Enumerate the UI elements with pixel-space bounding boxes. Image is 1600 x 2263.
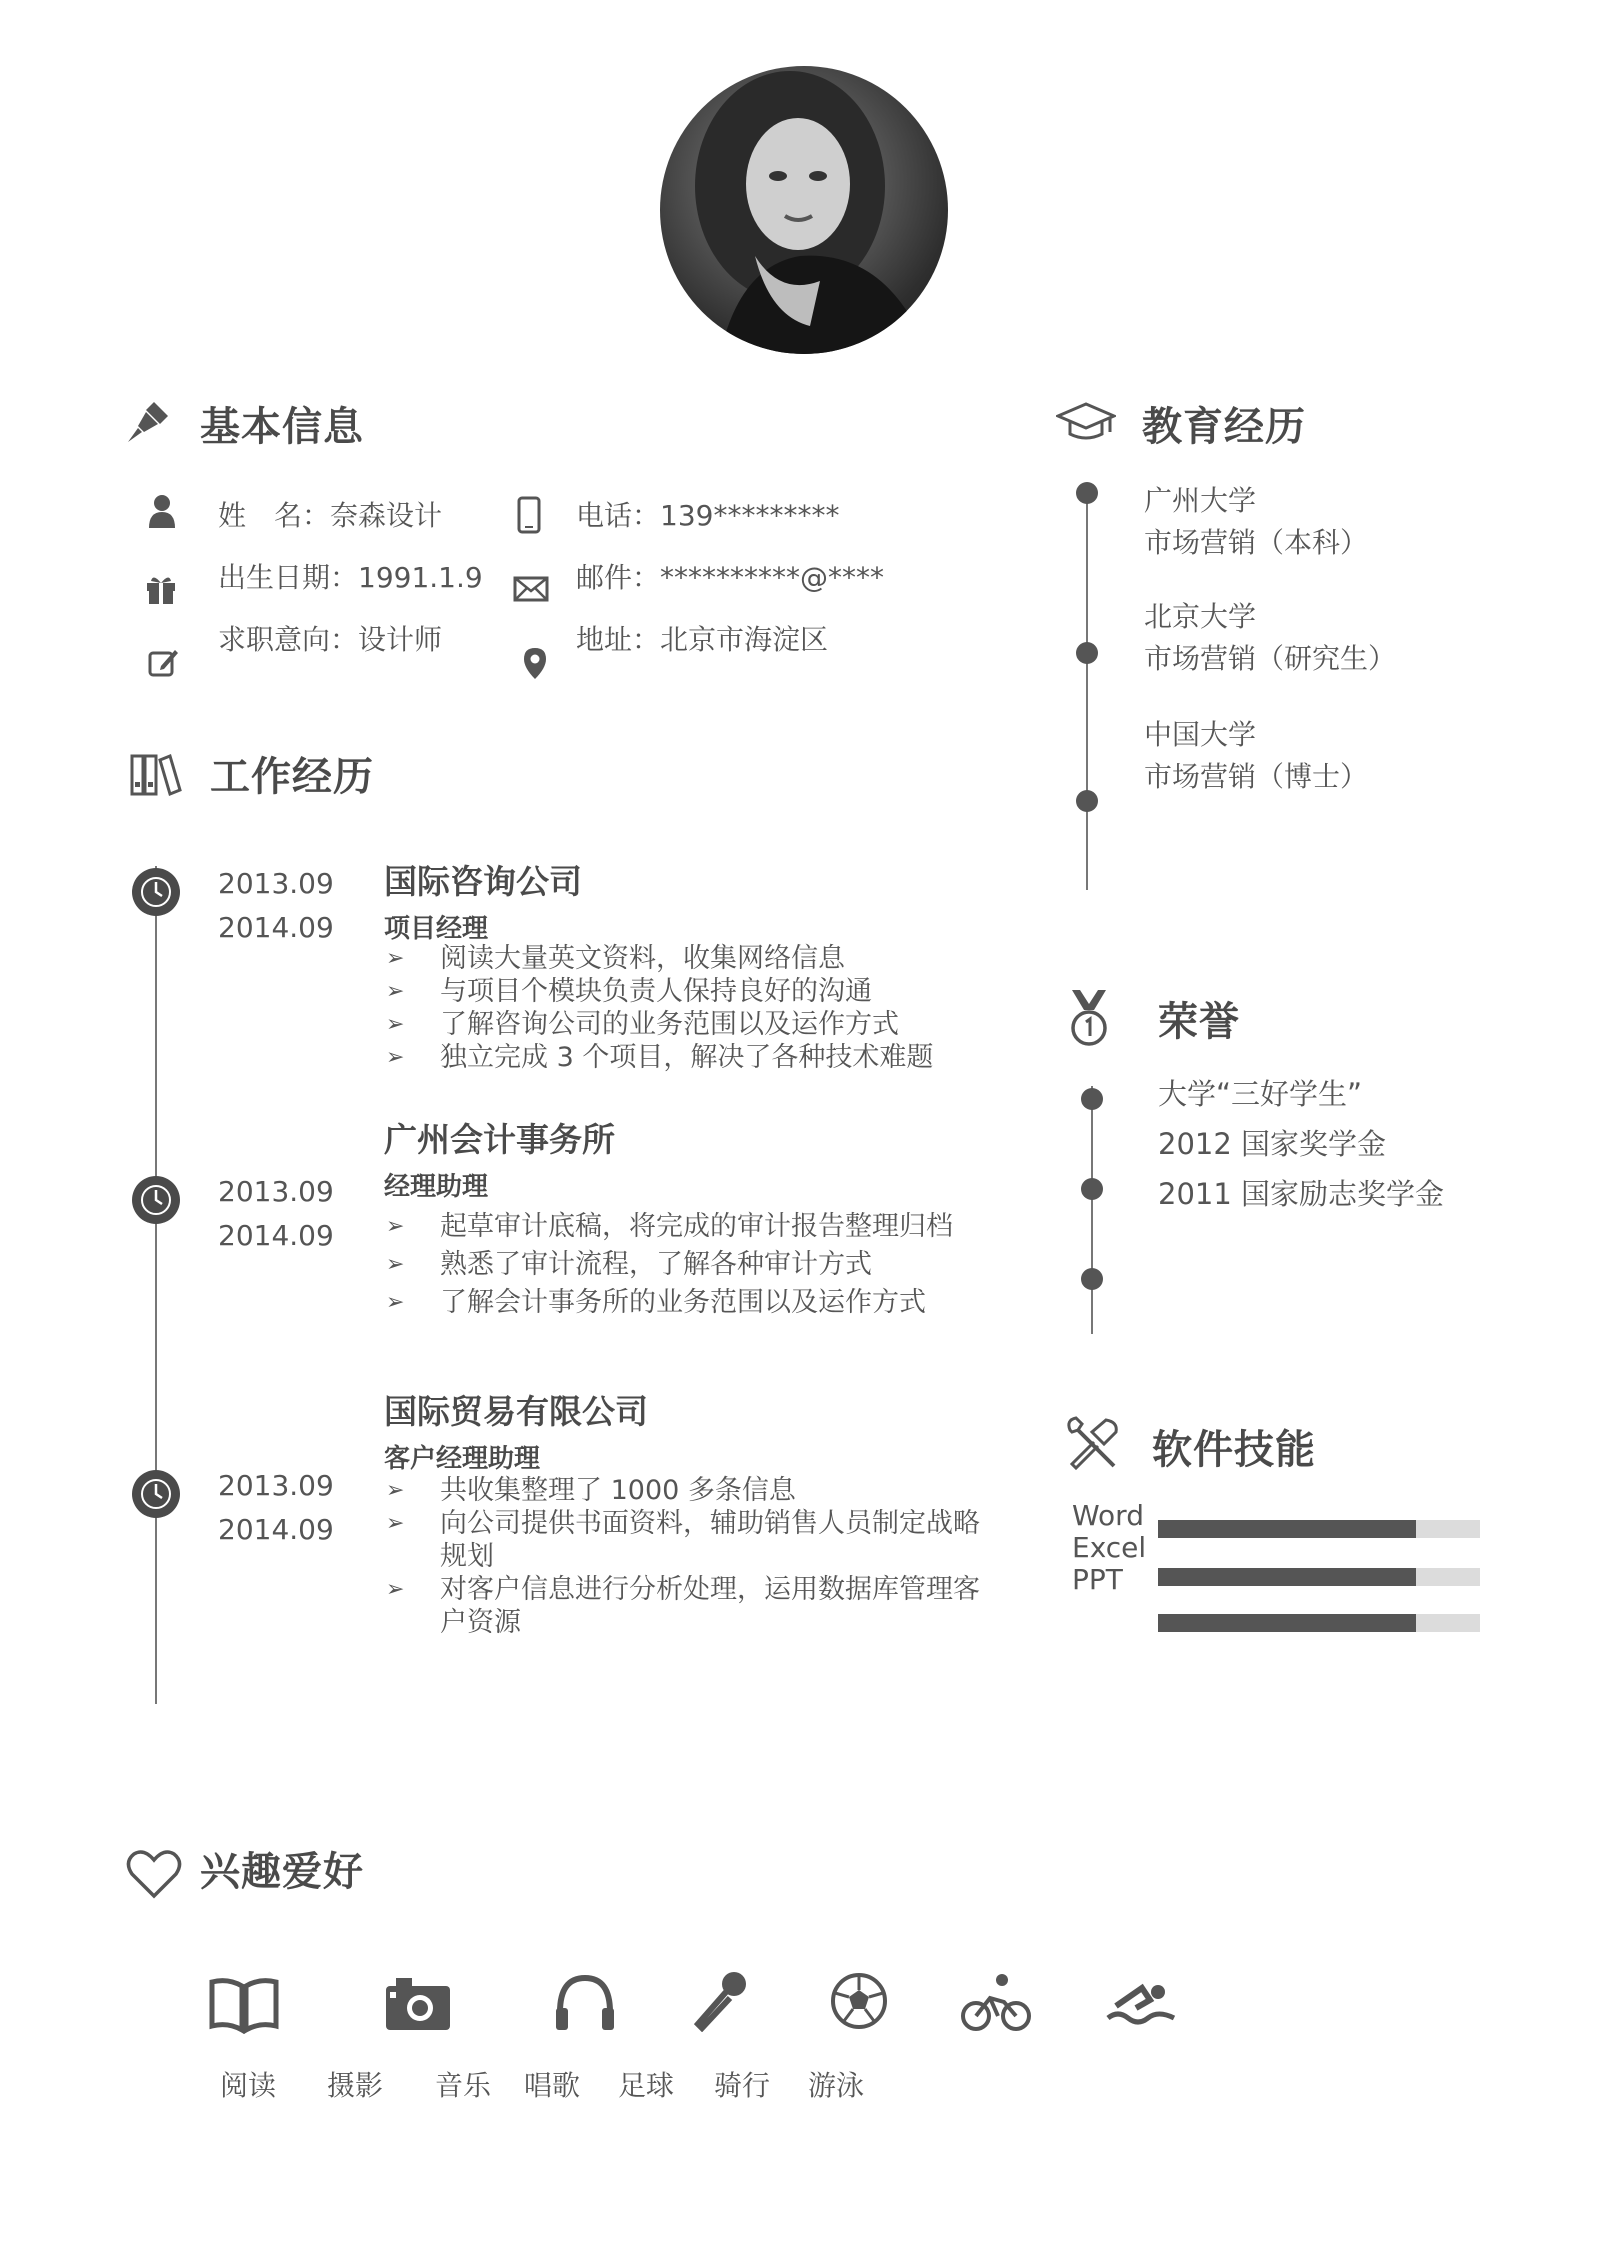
honor-item: 2011 国家励志奖学金 bbox=[1158, 1177, 1445, 1211]
person-icon bbox=[147, 494, 177, 528]
camera-icon bbox=[384, 1976, 452, 2032]
skill-bar-fill bbox=[1158, 1520, 1416, 1538]
clock-icon bbox=[132, 868, 180, 916]
hobby-label: 音乐 bbox=[434, 2069, 491, 2102]
section-title-honors: 荣誉 bbox=[1158, 999, 1240, 1045]
timeline-dot bbox=[1076, 482, 1098, 504]
book-icon bbox=[208, 1976, 280, 2034]
list-item: ➢ 共收集整理了 1000 多条信息 bbox=[384, 1474, 984, 1507]
list-item: ➢ 向公司提供书面资料，辅助销售人员制定战略规划 bbox=[384, 1507, 984, 1573]
timeline-dot bbox=[1076, 642, 1098, 664]
skill-bar-track bbox=[1158, 1614, 1480, 1632]
timeline-dot bbox=[1081, 1178, 1103, 1200]
timeline-dot bbox=[1081, 1268, 1103, 1290]
edu-major: 市场营销（本科） bbox=[1144, 526, 1369, 559]
edu-school: 北京大学 bbox=[1144, 600, 1257, 633]
job-date-end: 2014.09 bbox=[218, 1513, 334, 1546]
profile-photo bbox=[660, 66, 948, 354]
microphone-icon bbox=[690, 1970, 750, 2032]
job-role: 经理助理 bbox=[384, 1172, 489, 1202]
edit-icon bbox=[147, 646, 179, 678]
email-field: 邮件：**********@**** bbox=[576, 561, 885, 594]
portrait-illustration bbox=[660, 66, 948, 354]
mail-icon bbox=[513, 576, 549, 602]
skill-bar-track bbox=[1158, 1568, 1480, 1586]
books-icon bbox=[130, 752, 182, 796]
name-field: 姓 名：奈森设计 bbox=[218, 499, 443, 532]
edu-major: 市场营销（博士） bbox=[1144, 760, 1369, 793]
section-title-education: 教育经历 bbox=[1142, 404, 1306, 450]
edu-school: 广州大学 bbox=[1144, 484, 1257, 517]
skill-bar-track bbox=[1158, 1520, 1480, 1538]
job-date-end: 2014.09 bbox=[218, 911, 334, 944]
work-timeline-line bbox=[155, 866, 157, 1704]
swimmer-icon bbox=[1106, 1978, 1176, 2028]
edu-major: 市场营销（研究生） bbox=[1144, 642, 1397, 675]
address-field: 地址：北京市海淀区 bbox=[576, 623, 829, 656]
section-title-work: 工作经历 bbox=[210, 754, 374, 800]
education-timeline-line bbox=[1086, 494, 1088, 890]
location-pin-icon bbox=[522, 646, 548, 680]
skill-bar-fill bbox=[1158, 1568, 1416, 1586]
job-date-start: 2013.09 bbox=[218, 1469, 334, 1502]
tools-icon bbox=[1064, 1416, 1120, 1472]
honor-item: 2012 国家奖学金 bbox=[1158, 1127, 1387, 1161]
job-date-start: 2013.09 bbox=[218, 1175, 334, 1208]
job-duties bbox=[384, 942, 984, 1074]
section-title-skills: 软件技能 bbox=[1152, 1427, 1316, 1473]
job-role: 客户经理助理 bbox=[384, 1444, 541, 1474]
honor-item: 大学“三好学生” bbox=[1158, 1077, 1363, 1111]
skill-bar-fill bbox=[1158, 1614, 1416, 1632]
list-item: ➢ 熟悉了审计流程，了解各种审计方式 bbox=[384, 1246, 984, 1284]
birth-field: 出生日期：1991.1.9 bbox=[218, 561, 483, 594]
list-item: ➢ 与项目个模块负责人保持良好的沟通 bbox=[384, 975, 984, 1008]
job-company: 广州会计事务所 bbox=[384, 1120, 615, 1159]
graduation-cap-icon bbox=[1056, 400, 1116, 444]
pen-tool-icon bbox=[124, 398, 172, 446]
skill-label: Excel bbox=[1072, 1531, 1147, 1564]
list-item: ➢ 阅读大量英文资料，收集网络信息 bbox=[384, 942, 984, 975]
headphones-icon bbox=[552, 1972, 618, 2032]
list-item: ➢ 独立完成 3 个项目，解决了各种技术难题 bbox=[384, 1041, 984, 1074]
phone-icon bbox=[517, 496, 541, 534]
cyclist-icon bbox=[960, 1972, 1032, 2032]
edu-school: 中国大学 bbox=[1144, 718, 1257, 751]
clock-icon bbox=[132, 1176, 180, 1224]
hobby-label: 唱歌 bbox=[523, 2069, 580, 2102]
soccer-ball-icon bbox=[830, 1972, 888, 2030]
hobby-label: 游泳 bbox=[807, 2069, 864, 2102]
hobby-label: 摄影 bbox=[326, 2069, 383, 2102]
list-item: ➢ 了解咨询公司的业务范围以及运作方式 bbox=[384, 1008, 984, 1041]
job-duties bbox=[384, 1474, 984, 1639]
skill-label: Word bbox=[1072, 1499, 1144, 1532]
phone-field: 电话：139********* bbox=[576, 499, 840, 532]
hobby-label: 足球 bbox=[617, 2069, 674, 2102]
hobby-label: 阅读 bbox=[219, 2069, 276, 2102]
job-date-end: 2014.09 bbox=[218, 1219, 334, 1252]
honors-timeline-line bbox=[1091, 1086, 1093, 1334]
job-role: 项目经理 bbox=[384, 914, 489, 944]
intent-field: 求职意向：设计师 bbox=[218, 623, 443, 656]
timeline-dot bbox=[1081, 1088, 1103, 1110]
list-item: ➢ 对客户信息进行分析处理，运用数据库管理客户资源 bbox=[384, 1573, 984, 1639]
job-company: 国际贸易有限公司 bbox=[384, 1392, 648, 1431]
job-date-start: 2013.09 bbox=[218, 867, 334, 900]
skill-label: PPT bbox=[1072, 1563, 1123, 1596]
gift-icon bbox=[145, 573, 177, 605]
list-item: ➢ 了解会计事务所的业务范围以及运作方式 bbox=[384, 1284, 984, 1322]
hobby-label: 骑行 bbox=[713, 2069, 770, 2102]
timeline-dot bbox=[1076, 790, 1098, 812]
section-title-hobbies: 兴趣爱好 bbox=[200, 1849, 364, 1895]
job-duties bbox=[384, 1208, 984, 1322]
medal-icon bbox=[1064, 988, 1114, 1048]
section-title-basic: 基本信息 bbox=[200, 404, 364, 450]
job-company: 国际咨询公司 bbox=[384, 862, 582, 901]
list-item: ➢ 起草审计底稿，将完成的审计报告整理归档 bbox=[384, 1208, 984, 1246]
heart-icon bbox=[126, 1848, 182, 1900]
clock-icon bbox=[132, 1470, 180, 1518]
